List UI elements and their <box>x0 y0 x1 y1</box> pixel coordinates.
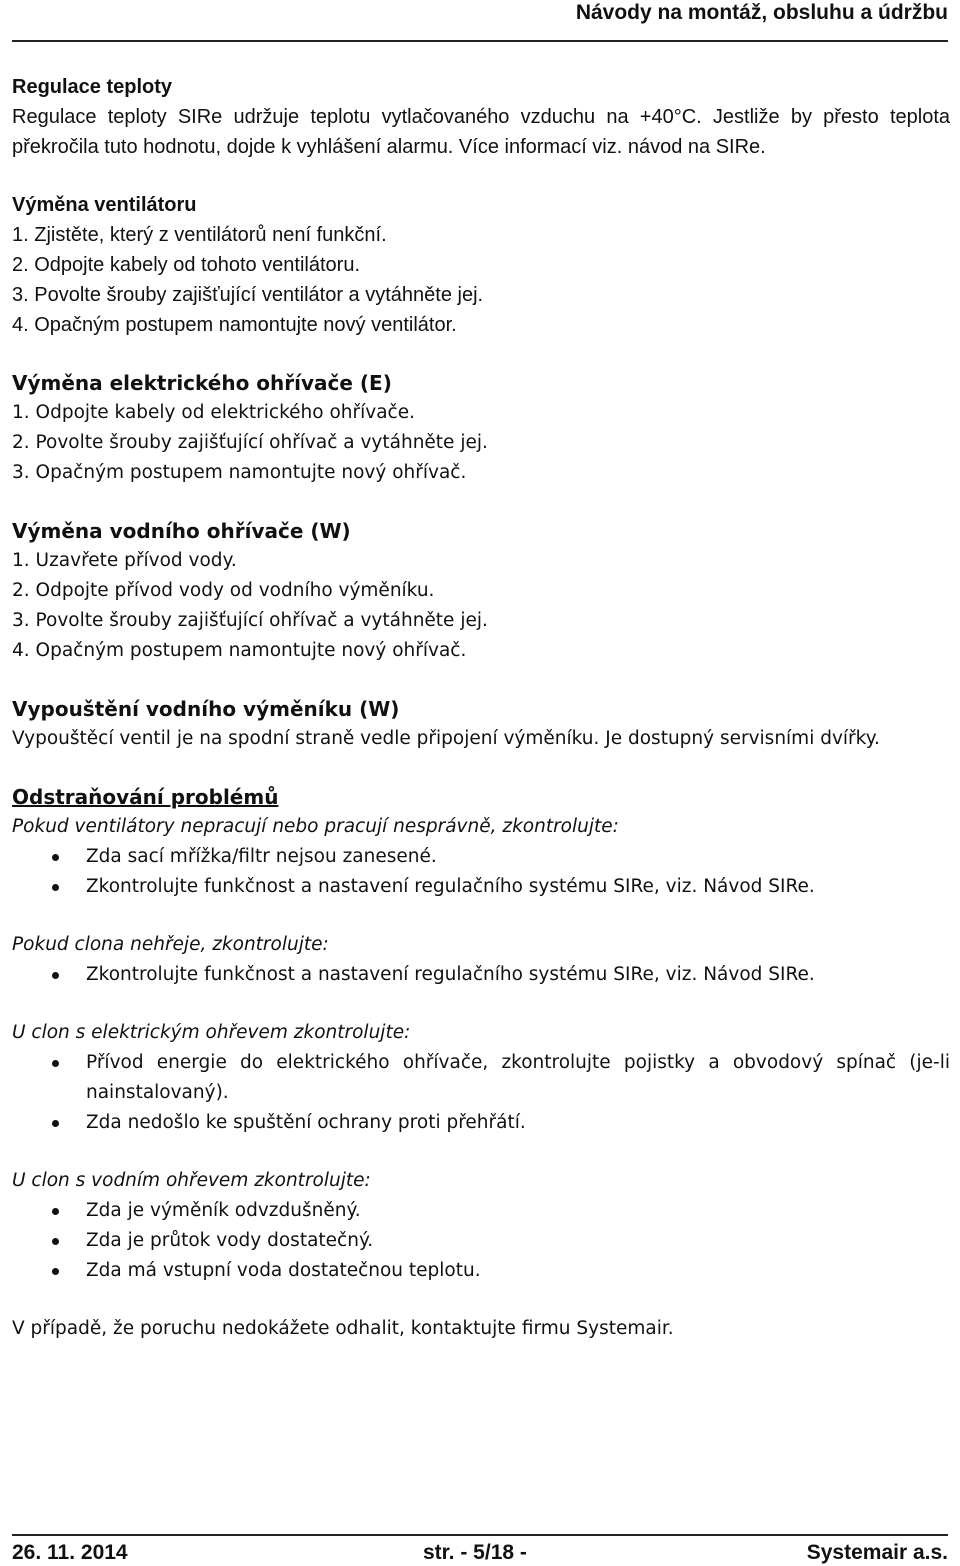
page-header <box>12 0 948 42</box>
spacer <box>12 340 950 368</box>
list-item <box>12 1196 950 1226</box>
bullet-icon <box>52 1208 59 1215</box>
list-item <box>12 1256 950 1286</box>
vodni-step: 1. Uzavřete přívod vody. <box>12 550 237 571</box>
bullet-icon <box>52 884 59 891</box>
list-item <box>12 872 950 902</box>
list-item-text: Zda je výměník odvzdušněný. <box>86 1200 361 1221</box>
section-title-problemy: Odstraňování problémů <box>12 785 279 809</box>
list-item <box>12 1108 950 1138</box>
spacer <box>12 162 950 190</box>
spacer <box>12 1286 950 1314</box>
footer-page-number: str. - 5/18 - <box>423 1541 527 1564</box>
spacer <box>12 754 950 782</box>
ventilator-step: 2. Odpojte kabely od tohoto ventilátoru. <box>12 254 361 276</box>
list-item <box>12 842 950 872</box>
ventilator-steps <box>12 220 950 340</box>
list-item-text: Zkontrolujte funkčnost a nastavení regulačního systému SIRe, viz. Návod SIRe. <box>86 964 815 985</box>
spacer <box>12 666 950 694</box>
ventilator-step: 1. Zjistěte, který z ventilátorů není funkční. <box>12 224 387 246</box>
problem-list <box>12 1196 950 1286</box>
section-title-ventilator: Výměna ventilátoru <box>12 194 197 216</box>
elektricky-steps <box>12 398 950 488</box>
elektricky-step: 3. Opačným postupem namontujte nový ohřívač. <box>12 462 467 483</box>
regulace-text: Regulace teploty SIRe udržuje teplotu vytlačovaného vzduchu na +40°C. Jestliže by přesto teplota překročila tuto hodnotu, dojde k vyhlášení alarmu. Více informací viz. návod na SIRe. <box>12 106 950 158</box>
vodni-step: 2. Odpojte přívod vody od vodního výměníku. <box>12 580 435 601</box>
list-item-text: Zkontrolujte funkčnost a nastavení regulačního systému SIRe, viz. Návod SIRe. <box>86 876 815 897</box>
bullet-icon <box>52 1060 59 1067</box>
closing-text: V případě, že poruchu nedokážete odhalit, kontaktujte firmu Systemair. <box>12 1318 674 1339</box>
spacer <box>12 990 950 1018</box>
problem-group-intro: Pokud clona nehřeje, zkontrolujte: <box>12 934 329 955</box>
elektricky-step: 2. Povolte šrouby zajišťující ohřívač a vytáhněte jej. <box>12 432 488 453</box>
vypousteni-text: Vypouštěcí ventil je na spodní straně vedle připojení výměníku. Je dostupný servisními dvířky. <box>12 728 880 749</box>
problem-group-intro: U clon s vodním ohřevem zkontrolujte: <box>12 1170 371 1191</box>
section-title-regulace: Regulace teploty <box>12 76 173 98</box>
elektricky-step: 1. Odpojte kabely od elektrického ohřívače. <box>12 402 415 423</box>
problem-list <box>12 1048 950 1138</box>
list-item-text: Přívod energie do elektrického ohřívače, zkontrolujte pojistky a obvodový spínač (je-li nainstalovaný). <box>86 1052 950 1103</box>
bullet-icon <box>52 1238 59 1245</box>
bullet-icon <box>52 1268 59 1275</box>
spacer <box>12 902 950 930</box>
footer-company: Systemair a.s. <box>806 1541 948 1564</box>
problem-list <box>12 960 950 990</box>
problem-group-intro: U clon s elektrickým ohřevem zkontrolujte: <box>12 1022 411 1043</box>
vodni-steps <box>12 546 950 666</box>
bullet-icon <box>52 972 59 979</box>
list-item <box>12 1226 950 1256</box>
vodni-step: 3. Povolte šrouby zajišťující ohřívač a vytáhněte jej. <box>12 610 488 631</box>
list-item-text: Zda má vstupní voda dostatečnou teplotu. <box>86 1260 481 1281</box>
page-footer <box>12 1534 948 1564</box>
document-body <box>12 72 950 1344</box>
bullet-icon <box>52 854 59 861</box>
list-item-text: Zda sací mřížka/filtr nejsou zanesené. <box>86 846 437 867</box>
section-title-vypousteni: Vypouštění vodního výměníku (W) <box>12 697 400 721</box>
spacer <box>12 488 950 516</box>
header-title: Návody na montáž, obsluhu a údržbu <box>575 1 948 24</box>
ventilator-step: 4. Opačným postupem namontujte nový ventilátor. <box>12 314 457 336</box>
vodni-step: 4. Opačným postupem namontujte nový ohřívač. <box>12 640 467 661</box>
list-item-text: Zda nedošlo ke spuštění ochrany proti přehřátí. <box>86 1112 526 1133</box>
list-item <box>12 1048 950 1108</box>
section-title-vodni: Výměna vodního ohřívače (W) <box>12 519 351 543</box>
section-title-elektricky: Výměna elektrického ohřívače (E) <box>12 371 392 395</box>
ventilator-step: 3. Povolte šrouby zajišťující ventilátor a vytáhněte jej. <box>12 284 484 306</box>
list-item-text: Zda je průtok vody dostatečný. <box>86 1230 374 1251</box>
bullet-icon <box>52 1120 59 1127</box>
list-item <box>12 960 950 990</box>
footer-date: 26. 11. 2014 <box>12 1541 128 1564</box>
problem-list <box>12 842 950 902</box>
problem-group-intro: Pokud ventilátory nepracují nebo pracují nesprávně, zkontrolujte: <box>12 816 619 837</box>
spacer <box>12 1138 950 1166</box>
